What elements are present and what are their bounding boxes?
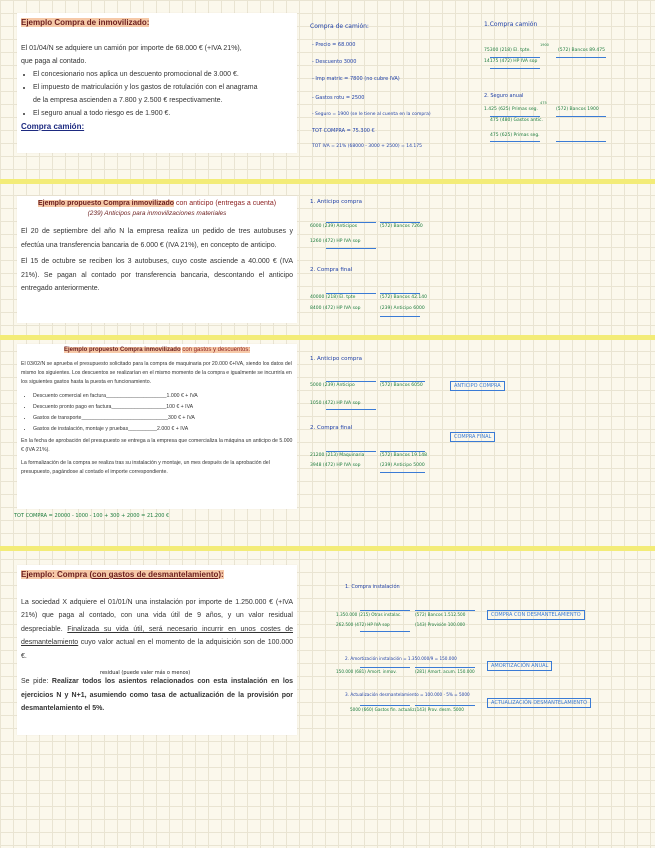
handwritten-total: TOT COMPRA = 20000 - 1000 - 100 + 300 + 2000 = 21.200 € <box>14 513 170 519</box>
underline <box>556 116 606 117</box>
note-line: (572) Bancos 89.475 <box>558 48 605 53</box>
bullet-list <box>21 391 293 435</box>
paragraph: En la fecha de aprobación del presupuesto se entrega a la empresa que comercializa la máquina un anticipo de 5.000 € (IVA 21%). <box>21 438 293 453</box>
label-box: ANTICIPO COMPRA <box>450 381 505 391</box>
text-run: Se pide: <box>21 678 52 685</box>
note-line: TOT COMPRA = 75.300 € <box>312 128 375 134</box>
note-title: 2. Amortización instalación = 1.350.000/9 = 150.000 <box>345 656 457 661</box>
title-part: con gastos de desmantelamiento <box>92 570 219 579</box>
bullet-item: • El impuesto de matriculación y los gastos de rotulación con el anagrama <box>33 81 293 94</box>
underline <box>490 57 540 58</box>
title-part: Ejemplo: Compra ( <box>21 570 93 579</box>
underline <box>415 667 475 668</box>
paragraph: El 01/04/N se adquiere un camión por importe de 68.000 € (+IVA 21%), <box>21 45 242 52</box>
note-line: 75300 (218) El. tpte. <box>484 48 531 53</box>
paragraph: El 15 de octubre se reciben los 3 autobuses, cuyo coste asciende a 40.000 € (IVA 21%). Se pagan al contado por transferencia bancaria, descontando el anticipo entregado anteriormente. <box>21 258 293 292</box>
paragraph: El 20 de septiembre del año N la empresa realiza un pedido de tres autobuses y efectúa una transferencia bancaria de 6.000 € (IVA 21%), en concepto de anticipo. <box>21 228 293 249</box>
note-line: 5000 (660) Gastos fin. actualiz. <box>350 707 416 712</box>
note-title: 2. Compra final <box>310 267 353 273</box>
note-line: (572) Bancos 1900 <box>556 107 599 112</box>
note-line: 1050 (472) HP IVA sop <box>310 401 361 406</box>
underline <box>556 141 606 142</box>
note-line: 1.350.000 (215) Otras instalac. <box>336 612 402 617</box>
note-line: - Precio = 68.000 <box>312 42 356 48</box>
text-run-bold: Realizar todos los asientos relacionados con esta instalación en los ejercicios N y N+1, asumiendo como tasa de actualización de la provisión por desmantelamiento el 5%. <box>21 678 293 712</box>
slide-compra-gastos-descuentos <box>17 344 297 509</box>
underline <box>490 68 540 69</box>
underline <box>380 381 425 382</box>
paragraph: La formalización de la compra se realiza tras su instalación y montaje, un mes después de la aprobación del presupuesto, pagándose al contado el importe correspondiente. <box>21 460 270 475</box>
note-title: 1. Anticipo compra <box>310 356 362 362</box>
underline <box>380 293 420 294</box>
bullet-item: • Gastos de transporte______________________________300 € + IVA <box>33 413 293 424</box>
bullet-item: • Descuento pronto pago en factura___________________100 € + IVA <box>33 402 293 413</box>
underline <box>326 381 376 382</box>
underline <box>360 610 410 611</box>
paragraph <box>21 675 293 716</box>
note-line: - Seguro = 1900 (se le tiene al cuenta en la compra) <box>312 112 431 117</box>
note-line: 262.500 (472) HP IVA sop <box>336 622 390 627</box>
note-title: 2. Seguro anual <box>484 93 524 99</box>
note-small: 475 <box>540 101 547 105</box>
paragraph <box>21 596 293 664</box>
bullet-list <box>21 68 293 120</box>
slide-title-rest: con anticipo (entregas a cuenta) <box>176 200 277 207</box>
slide-subtitle: (239) Anticipos para inmovilizaciones materiales <box>87 210 227 217</box>
underline <box>360 705 410 706</box>
slide-title: Ejemplo propuesto Compra inmovilizado <box>37 200 175 207</box>
underline <box>490 141 540 142</box>
underline <box>415 705 475 706</box>
note-line: (572) Bancos 1.512.500 <box>415 612 466 617</box>
paragraph: El 03/02/N se aprueba el presupuesto solicitado para la compra de maquinaria por 20.000 €+IVA, siendo los datos del mismo los siguientes. Los descuentos se realizarían en el mismo momento de la compra e igualmente se incurriría en los siguientes gastos hasta la puesta en funcionamiento. <box>21 361 292 385</box>
paragraph: que paga al contado. <box>21 58 87 65</box>
note-line: - Gastos rotu = 2500 <box>312 95 365 101</box>
note-line: 40000 (218) El. tpte <box>310 295 356 300</box>
bullet-item: • Gastos de instalación, montaje y pruebas__________2.000 € + IVA <box>33 424 293 435</box>
note-line: - Descuento 3000 <box>312 59 357 65</box>
section-divider <box>0 335 655 340</box>
slide-title: Ejemplo propuesto Compra inmovilizado <box>63 347 181 353</box>
note-small: 1900 <box>540 43 549 47</box>
note-line: (572) Bancos 7260 <box>380 224 423 229</box>
underline <box>360 631 410 632</box>
text-run-underlined: Finalizada su vida útil, será necesario incurrir en unos costes de desmantelamiento <box>21 625 293 646</box>
note-line: (239) Anticipo 5000 <box>380 463 425 468</box>
note-line: 6000 (239) Anticipos <box>310 224 358 229</box>
section-footer: Compra camión: <box>21 122 85 131</box>
note-title: 1. Anticipo compra <box>310 199 362 205</box>
note-line: - Imp matric = 7800 (no cubre IVA) <box>312 76 400 82</box>
label-box: AMORTIZACIÓN ANUAL <box>487 661 552 671</box>
note-line: 150.000 (681) Amort. inmov. <box>336 669 397 674</box>
note-title: 1.Compra camión <box>484 21 538 28</box>
note-line: 21200 (213) Maquinaria <box>310 453 365 458</box>
bullet-item: • El seguro anual a todo riesgo es de 1.900 €. <box>33 107 293 120</box>
handwritten-inline-note: residual (puede valer más o menos) <box>100 670 191 676</box>
slide-title-rest: con gastos y descuentos: <box>182 347 251 353</box>
bullet-item: • El concesionario nos aplica un descuento promocional de 3.000 €. <box>33 68 293 81</box>
note-line: (572) Bancos 6050 <box>380 383 423 388</box>
underline <box>380 222 420 223</box>
text-run: cuyo valor actual en el momento de la adquisición son de 100.000 €. <box>21 639 293 660</box>
title-part: ): <box>218 570 224 579</box>
note-line: (572) Bancos 19.148 <box>380 453 427 458</box>
note-line: (143) Provisión 100.000 <box>415 622 466 627</box>
note-line: 475 (480) Gastos antic. <box>490 118 543 123</box>
note-line: 5000 (239) Anticipo <box>310 383 355 388</box>
note-line: 1.425 (625) Primas seg. <box>484 107 538 112</box>
note-line: (281) Amort. acum. 150.000 <box>415 669 475 674</box>
underline <box>380 451 425 452</box>
underline <box>326 293 376 294</box>
underline <box>415 610 475 611</box>
label-box: COMPRA FINAL <box>450 432 495 442</box>
note-line: TOT IVA = 21% (68000 - 3000 + 2500) = 14.175 <box>312 144 422 149</box>
note-line: (143) Prov. desm. 5000 <box>415 707 464 712</box>
section-divider <box>0 546 655 551</box>
note-line: Compra de camión: <box>310 23 369 30</box>
slide-compra-inmovilizado <box>17 13 297 153</box>
slide-title <box>21 568 297 582</box>
slide-compra-anticipo <box>17 196 297 323</box>
underline <box>360 667 410 668</box>
underline <box>326 248 376 249</box>
underline <box>380 472 425 473</box>
note-line: 8400 (472) HP IVA sop <box>310 306 361 311</box>
note-title: 1. Compra instalación <box>345 584 400 590</box>
slide-title: Ejemplo Compra de inmovilizado: <box>21 18 150 27</box>
underline <box>326 409 376 410</box>
text-run: La sociedad X adquiere el 01/01/N una instalación por importe de 1.250.000 € (+IVA 21%) que paga al contado, con una vida útil de 9 años, y un valor residual despreciable. <box>21 598 293 633</box>
note-line: 14175 (472) HP IVA sop <box>484 59 538 64</box>
section-divider <box>0 179 655 184</box>
note-title: 2. Compra final <box>310 425 353 431</box>
bullet-item: de la empresa ascienden a 7.800 y 2.500 € respectivamente. <box>33 97 223 104</box>
slide-compra-desmantelamiento <box>17 565 297 735</box>
label-box: COMPRA CON DESMANTELAMIENTO <box>487 610 585 620</box>
underline <box>326 222 376 223</box>
note-title: 3. Actualización desmantelamiento = 100.000 · 5% = 5000 <box>345 692 470 697</box>
underline <box>556 57 606 58</box>
note-line: 3948 (472) HP IVA sop <box>310 463 361 468</box>
underline <box>326 451 376 452</box>
label-box: ACTUALIZACIÓN DESMANTELAMIENTO <box>487 698 591 708</box>
note-line: 1260 (472) HP IVA sop <box>310 239 361 244</box>
note-line: 475 (625) Primas seg. <box>490 133 540 138</box>
underline <box>380 316 420 317</box>
bullet-item: • Descuento comercial en factura_____________________1.000 € + IVA <box>33 391 293 402</box>
note-line: (572) Bancos 42.140 <box>380 295 427 300</box>
underline <box>490 116 540 117</box>
note-line: (239) Anticipo 6000 <box>380 306 425 311</box>
